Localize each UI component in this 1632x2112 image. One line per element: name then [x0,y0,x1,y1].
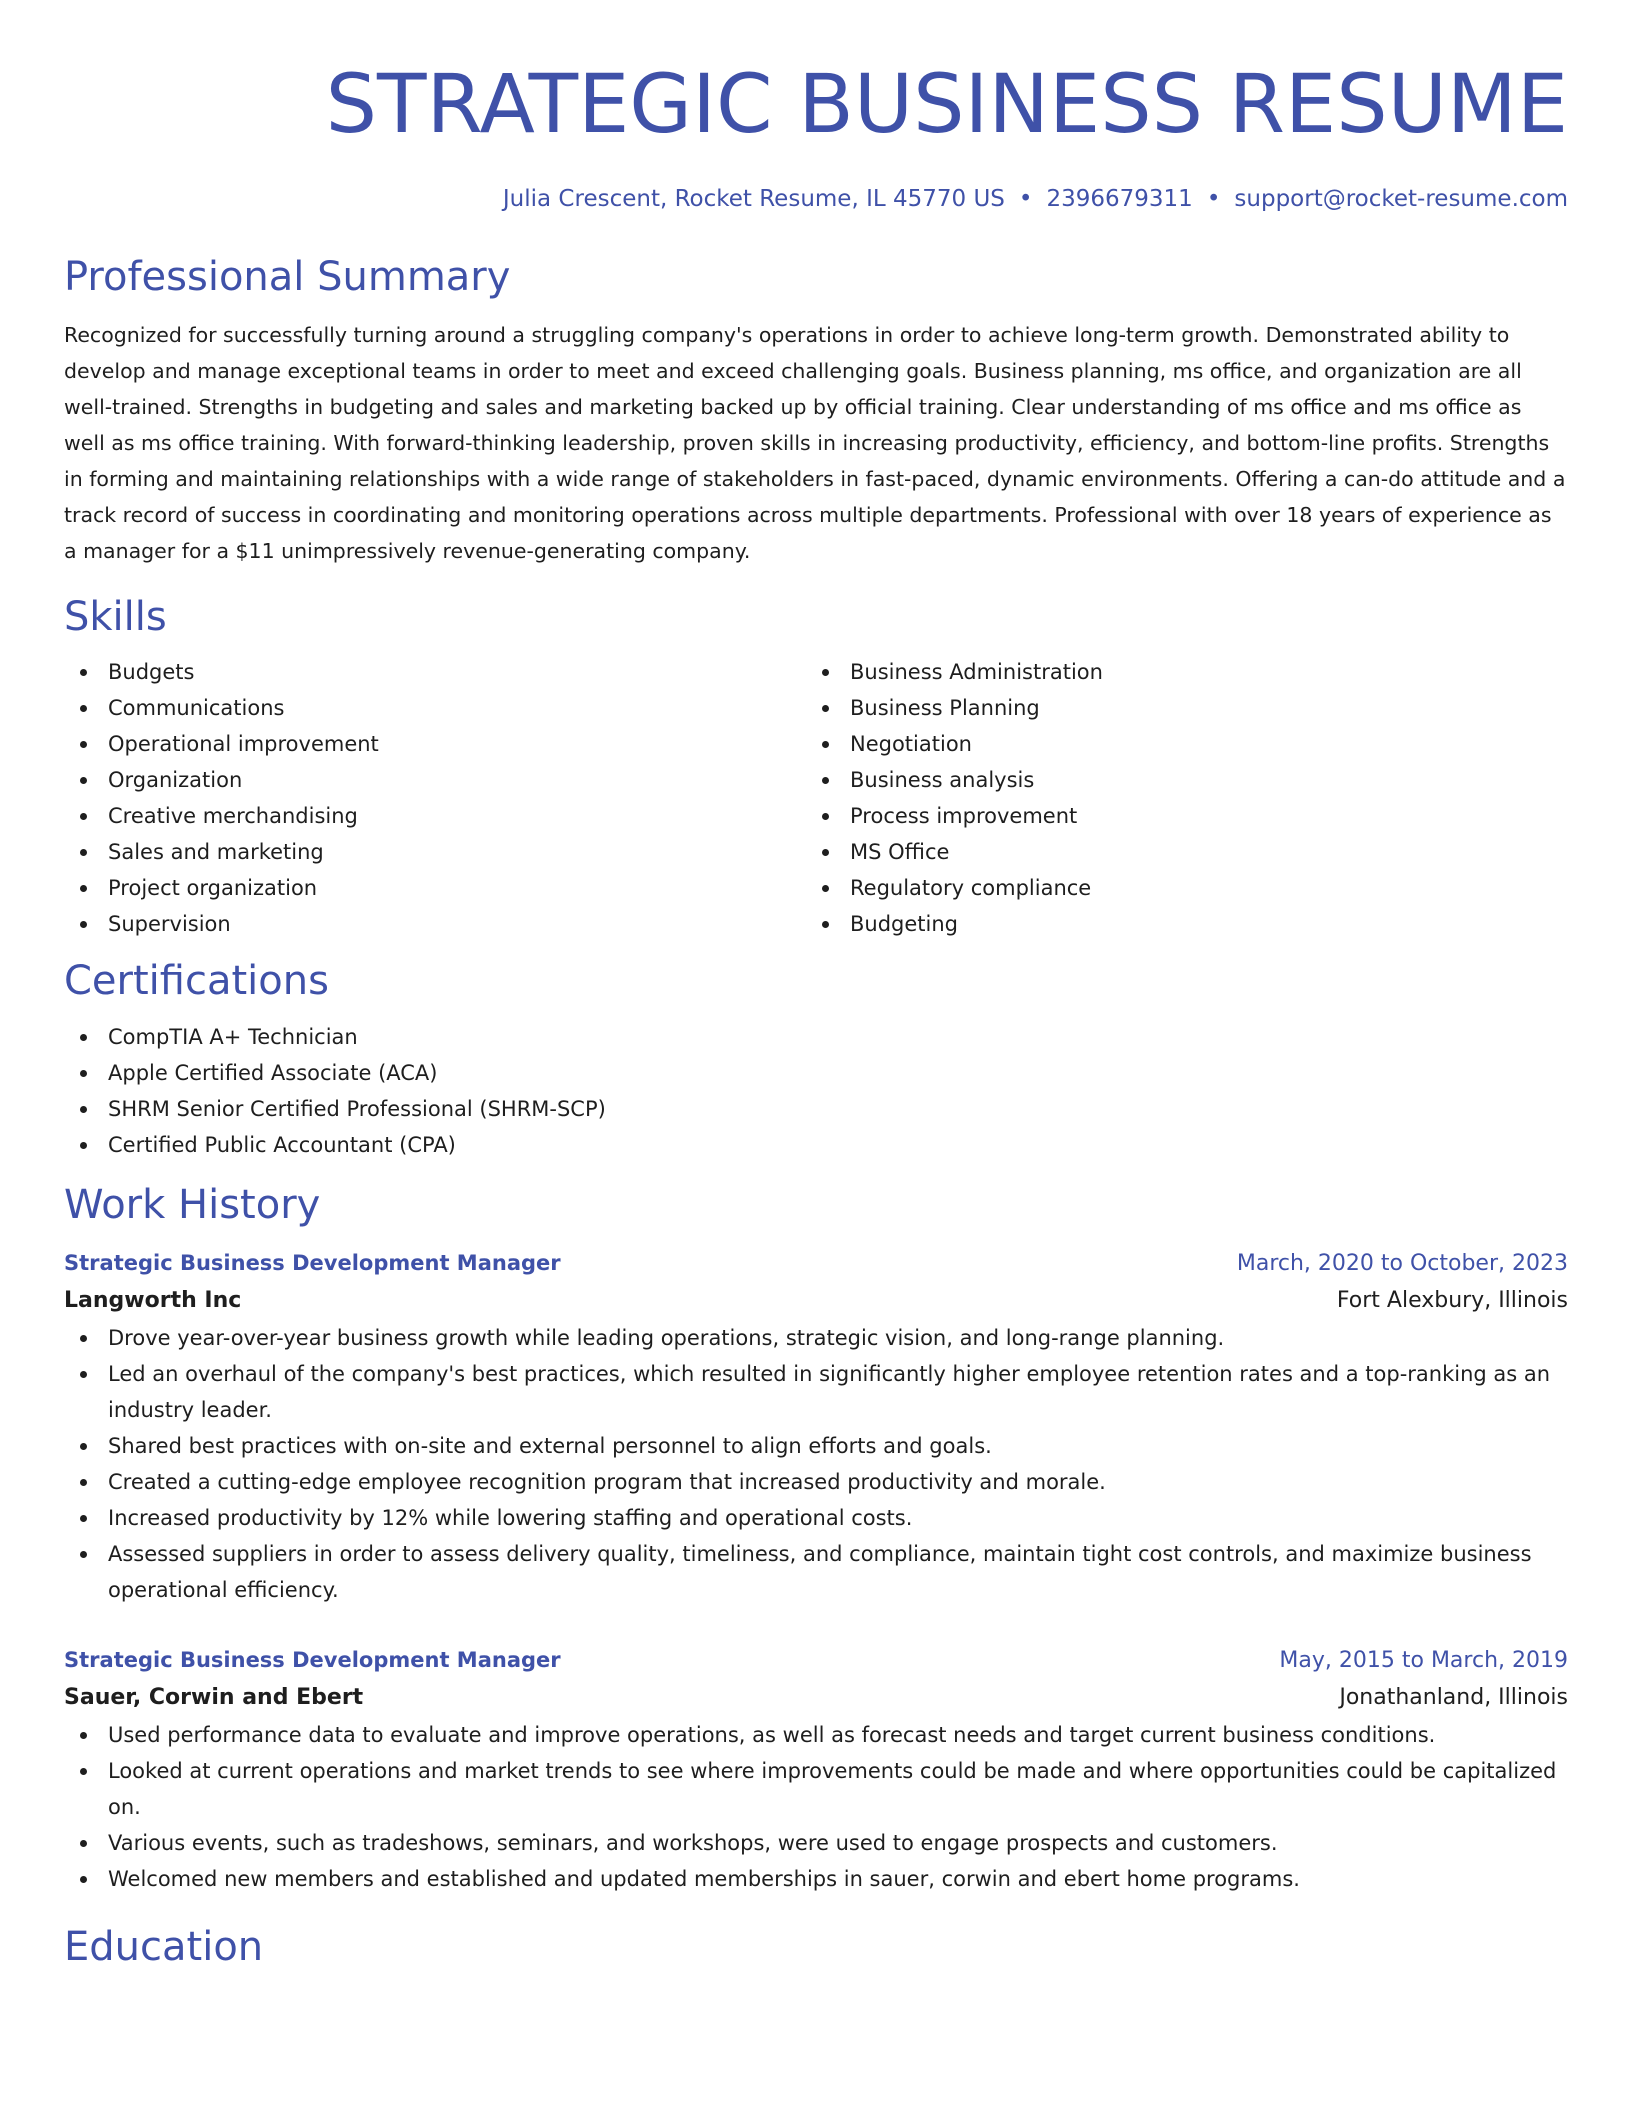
certifications-heading: Certifications [64,958,329,1004]
job-duty: Created a cutting-edge employee recognition program that increased productivity and morale. [64,1464,1568,1500]
job-duty: Led an overhaul of the company's best practices, which resulted in significantly higher employee retention rates and a top-ranking as an industry leader. [64,1356,1568,1428]
skill-item: Process improvement [806,798,1568,834]
certification-item: Apple Certified Associate (ACA) [64,1055,1568,1091]
job-company-row [64,1679,1568,1717]
job-location: Jonathanland, Illinois [1339,1685,1568,1710]
job-entry [64,1642,1568,1897]
contact-separator: • [1018,186,1033,212]
job-duties-list [64,1320,1568,1608]
certification-item: CompTIA A+ Technician [64,1019,1568,1055]
job-duty: Various events, such as tradeshows, seminars, and workshops, were used to engage prospects and customers. [64,1825,1568,1861]
job-company: Sauer, Corwin and Ebert [64,1685,364,1710]
certification-item: Certified Public Accountant (CPA) [64,1127,1568,1163]
skill-item: Project organization [64,870,806,906]
skill-item: Creative merchandising [64,798,806,834]
skill-item: Business Administration [806,654,1568,690]
skills-columns [64,654,1568,942]
skill-item: Budgeting [806,906,1568,942]
job-duty: Increased productivity by 12% while lowering staffing and operational costs. [64,1500,1568,1536]
job-duty: Shared best practices with on-site and external personnel to align efforts and goals. [64,1428,1568,1464]
education-heading: Education [64,1924,264,1970]
contact-email: support@rocket-resume.com [1234,186,1568,212]
skill-item: Business analysis [806,762,1568,798]
job-dates: May, 2015 to March, 2019 [1279,1648,1568,1673]
job-location: Fort Alexbury, Illinois [1336,1288,1568,1313]
job-company: Langworth Inc [64,1288,242,1313]
job-dates: March, 2020 to October, 2023 [1236,1251,1568,1276]
contact-address: Julia Crescent, Rocket Resume, IL 45770 US [502,186,1005,212]
skill-item: Organization [64,762,806,798]
certifications-list [64,1019,1568,1163]
job-duty: Drove year-over-year business growth while leading operations, strategic vision, and long-range planning. [64,1320,1568,1356]
resume-title: STRATEGIC BUSINESS RESUME [325,58,1568,152]
skills-list-right [806,654,1568,942]
skills-heading: Skills [64,594,167,640]
contact-phone: 2396679311 [1046,186,1193,212]
job-company-row [64,1282,1568,1320]
skill-item: Sales and marketing [64,834,806,870]
skill-item: Business Planning [806,690,1568,726]
skill-item: Communications [64,690,806,726]
work-history-heading: Work History [64,1182,321,1228]
job-title: Strategic Business Development Manager [64,1648,561,1672]
contact-separator: • [1206,186,1221,212]
certification-item: SHRM Senior Certified Professional (SHRM-SCP) [64,1091,1568,1127]
job-title-row [64,1245,1568,1282]
job-title-row [64,1642,1568,1679]
summary-heading: Professional Summary [64,254,511,300]
skill-item: Operational improvement [64,726,806,762]
skill-item: MS Office [806,834,1568,870]
skill-item: Supervision [64,906,806,942]
job-entry [64,1245,1568,1608]
skill-item: Budgets [64,654,806,690]
skill-item: Negotiation [806,726,1568,762]
job-title: Strategic Business Development Manager [64,1251,561,1275]
contact-line [64,183,1568,215]
skills-list-left [64,654,806,942]
job-duty: Welcomed new members and established and updated memberships in sauer, corwin and ebert home programs. [64,1861,1568,1897]
job-duty: Assessed suppliers in order to assess delivery quality, timeliness, and compliance, maintain tight cost controls, and maximize business operational efficiency. [64,1536,1568,1608]
job-duties-list [64,1717,1568,1897]
job-duty: Used performance data to evaluate and improve operations, as well as forecast needs and target current business conditions. [64,1717,1568,1753]
summary-text: Recognized for successfully turning around a struggling company's operations in order to achieve long-term growth. Demonstrated ability to develop and manage exceptional teams in order to meet and exceed challenging goals. Business planning, ms office, and organization are all well-trained. Strengths in budgeting and sales and marketing backed up by official training. Clear understanding of ms office and ms office as well as ms office training. With forward-thinking leadership, proven skills in increasing productivity, efficiency, and bottom-line profits. Strengths in forming and maintaining relationships with a wide range of stakeholders in fast-paced, dynamic environments. Offering a can-do attitude and a track record of success in coordinating and monitoring operations across multiple departments. Professional with over 18 years of experience as a manager for a $11 unimpressively revenue-generating company. [64,323,1566,563]
job-duty: Looked at current operations and market trends to see where improvements could be made and where opportunities could be capitalized on. [64,1753,1568,1825]
skill-item: Regulatory compliance [806,870,1568,906]
